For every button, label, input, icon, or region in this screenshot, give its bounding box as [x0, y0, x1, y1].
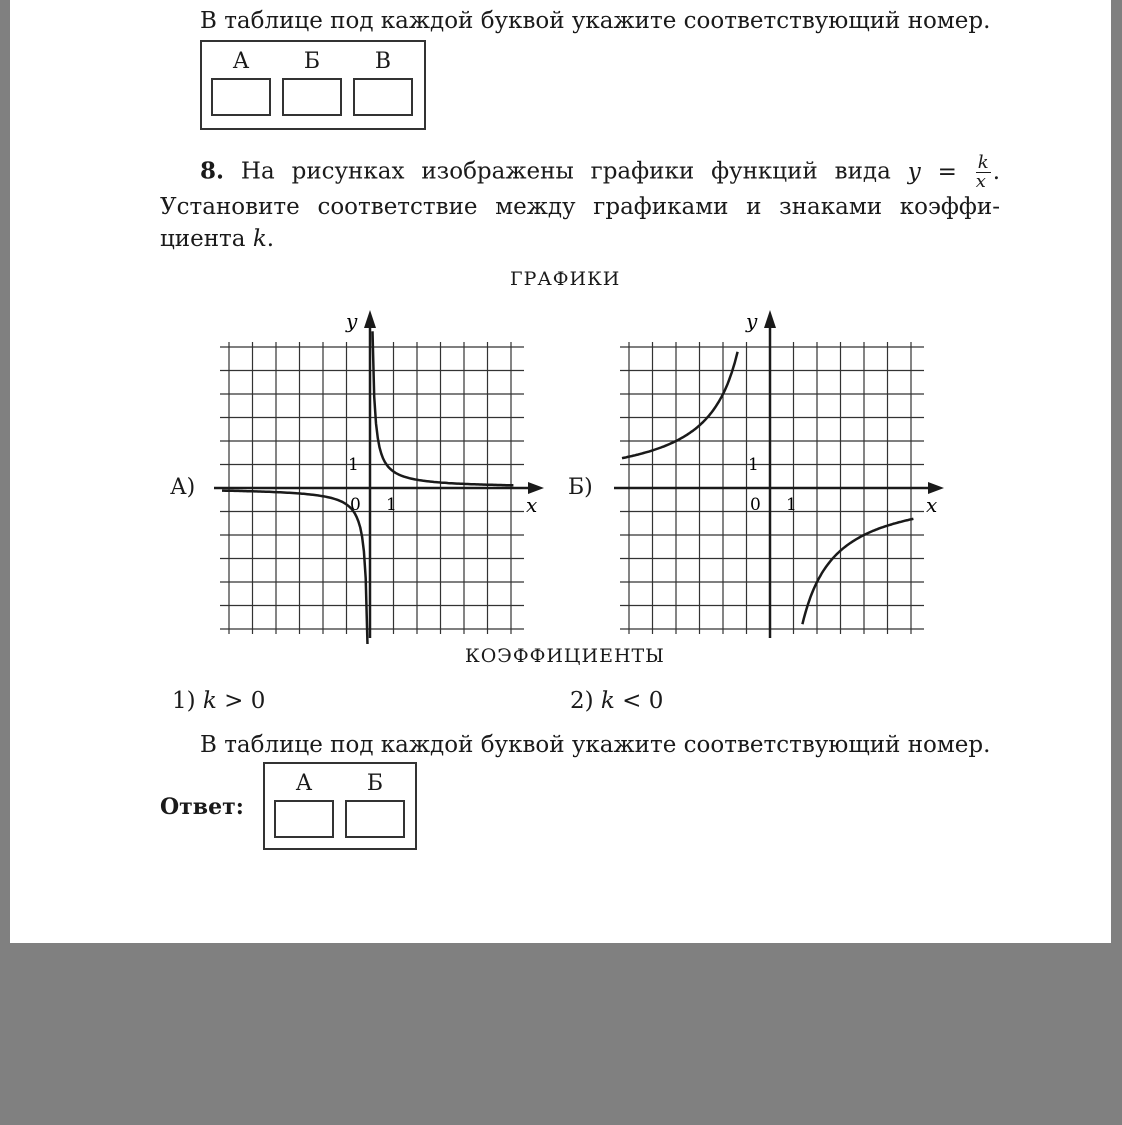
- task-line-3-text: циента: [160, 226, 246, 252]
- answer-cell-b[interactable]: [345, 800, 405, 838]
- graph-b-unit-x-label: 1: [786, 495, 797, 515]
- graph-a-y-label: y: [346, 309, 358, 333]
- fraction-numerator: k: [977, 152, 989, 173]
- option-1-number: 1): [172, 688, 196, 714]
- option-1: [172, 686, 265, 716]
- option-1-var: k: [202, 688, 217, 714]
- prev-answer-col-a: [208, 50, 274, 116]
- prev-answer-col-v: [350, 50, 416, 116]
- task-instruction: В таблице под каждой буквой укажите соответствующий номер.: [200, 732, 991, 758]
- task-line-2: Установите соответствие между графиками и знаками коэффи-: [160, 194, 1000, 220]
- answer-cell-a[interactable]: [274, 800, 334, 838]
- prev-answer-table: [200, 40, 426, 130]
- answer-cell-a[interactable]: [211, 78, 271, 116]
- task-number: 8.: [200, 157, 225, 185]
- formula-fraction: [976, 154, 991, 191]
- fraction-denominator: x: [975, 171, 986, 192]
- formula: y = $\frac{k}{x}$ .: [907, 152, 1001, 192]
- option-2: [570, 686, 663, 716]
- task-line-3: циента k.: [160, 226, 275, 252]
- task-line-3-var: k: [252, 226, 267, 252]
- graph-a-origin-label: 0: [350, 495, 361, 515]
- coefficients-caption: КОЭФФИЦИЕНТЫ: [465, 645, 665, 667]
- answer-col-b: [342, 772, 408, 838]
- document-page: [10, 0, 1111, 943]
- graph-a-y-arrow: [364, 310, 376, 328]
- formula-lhs: y =: [907, 158, 957, 185]
- answer-label: Ответ:: [160, 794, 244, 820]
- task-line-1-text: На рисунках изображены графики функций вида: [240, 158, 891, 185]
- option-1-relation: > 0: [224, 688, 266, 714]
- graph-b-curve-left: [622, 352, 738, 458]
- graph-a-curve-left: [222, 491, 368, 644]
- graph-b-unit-y-label: 1: [748, 455, 759, 475]
- prev-instruction: В таблице под каждой буквой укажите соответствующий номер.: [200, 8, 991, 34]
- option-2-relation: < 0: [622, 688, 664, 714]
- answer-cell-v[interactable]: [353, 78, 413, 116]
- graphs-caption: ГРАФИКИ: [510, 268, 621, 290]
- graph-a-label: А): [170, 475, 196, 500]
- task-line-1: [200, 154, 1000, 191]
- graph-b-y-arrow: [764, 310, 776, 328]
- column-letter: В: [374, 49, 392, 74]
- option-2-var: k: [600, 688, 615, 714]
- option-2-number: 2): [570, 688, 594, 714]
- graph-a: [206, 302, 546, 644]
- graph-a-unit-y-label: 1: [348, 455, 359, 475]
- graph-b-x-label: x: [926, 493, 938, 517]
- graph-a-x-label: x: [526, 493, 538, 517]
- column-letter: А: [295, 771, 313, 796]
- prev-answer-col-b: [279, 50, 345, 116]
- answer-cell-b[interactable]: [282, 78, 342, 116]
- column-letter: Б: [303, 49, 321, 74]
- graph-b: [606, 302, 946, 644]
- graph-b-y-label: y: [746, 309, 758, 333]
- column-letter: Б: [366, 771, 384, 796]
- column-letter: А: [232, 49, 250, 74]
- answer-table: [263, 762, 417, 850]
- answer-col-a: [271, 772, 337, 838]
- graph-a-unit-x-label: 1: [386, 495, 397, 515]
- graph-b-origin-label: 0: [750, 495, 761, 515]
- graph-b-label: Б): [568, 475, 593, 500]
